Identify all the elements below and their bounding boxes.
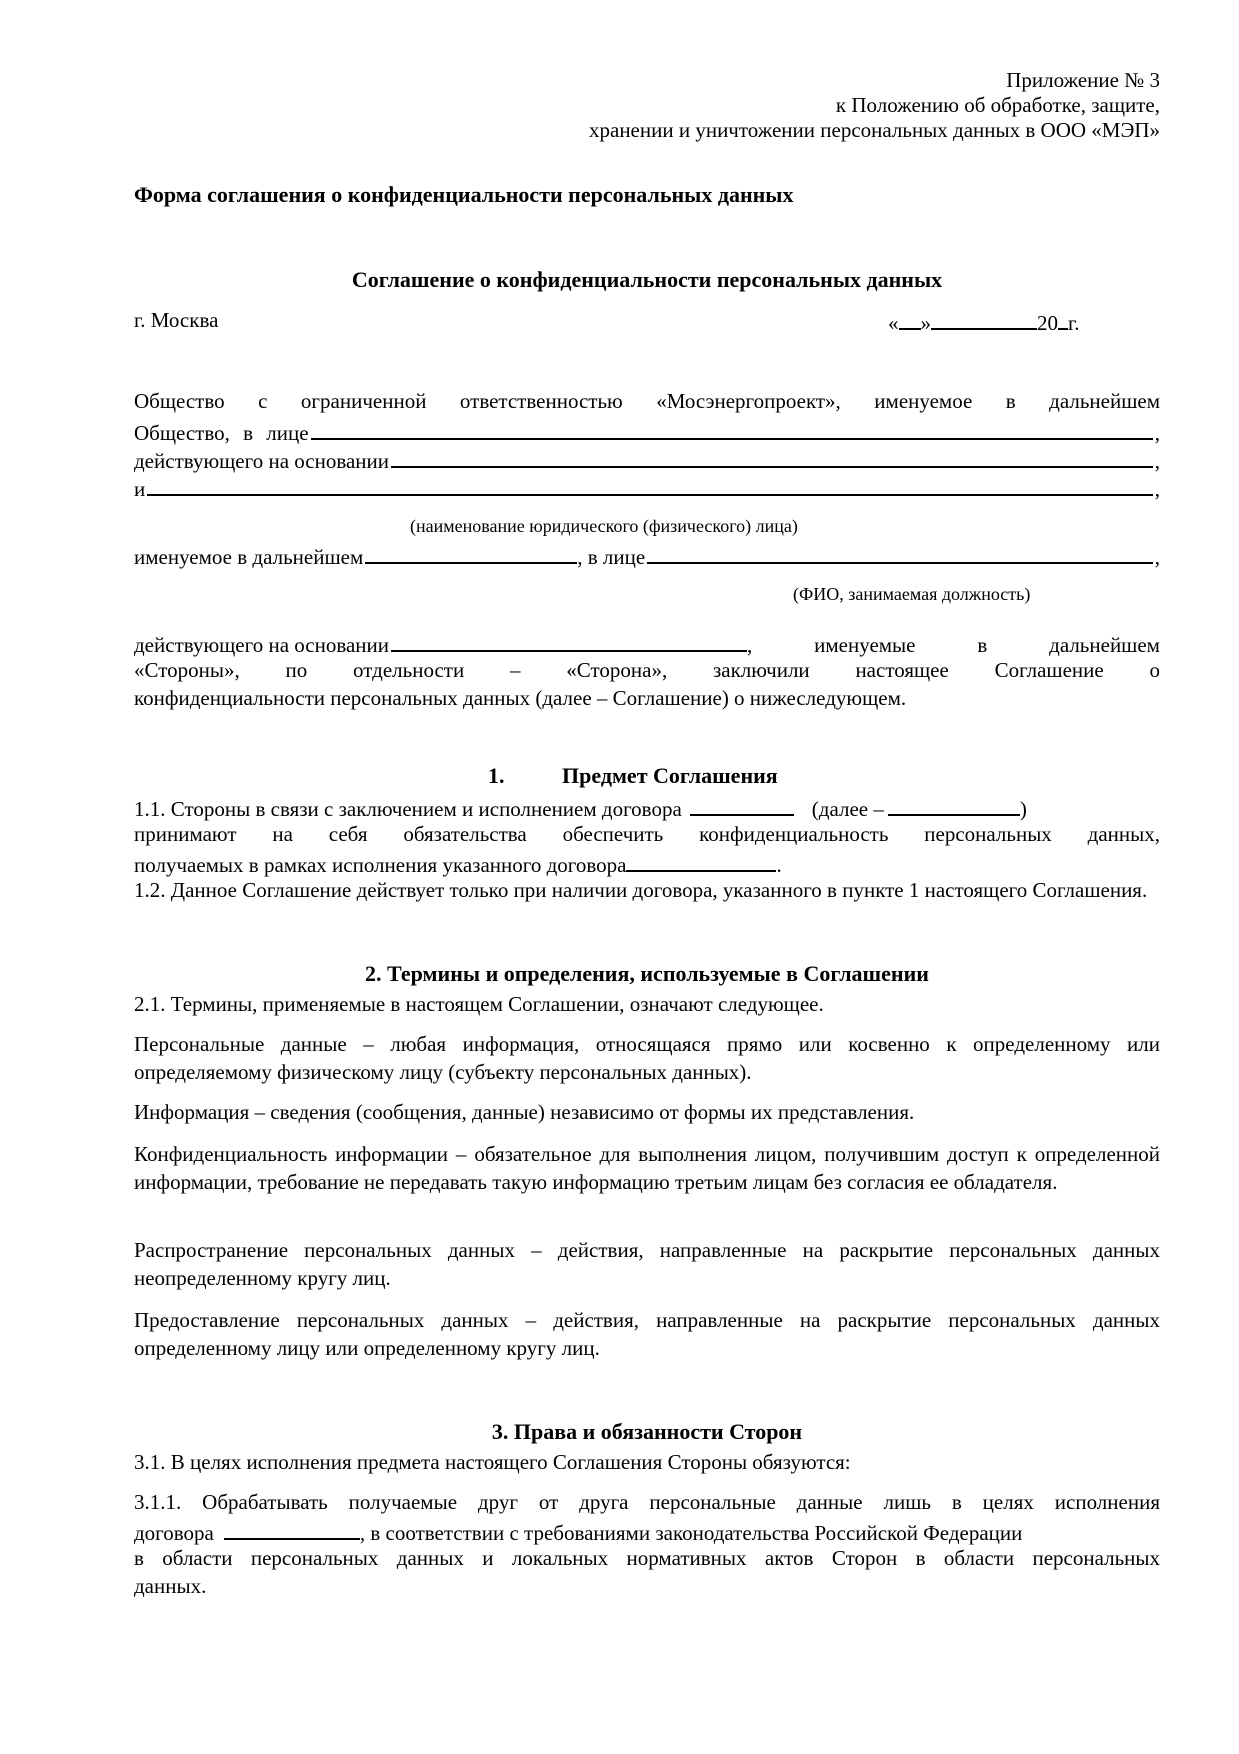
definition-provision: Предоставление персональных данных – действия, направленные на раскрытие персональных данных определенному лицу или определенному кругу лиц. bbox=[134, 1308, 1160, 1360]
sides-line-3: конфиденциальности персональных данных (далее – Соглашение) о нижеследующем. bbox=[134, 686, 907, 710]
definition-personal-data: Персональные данные – любая информация, относящаяся прямо или косвенно к определенному или определяемому физическому лицу (субъекту персональных данных). bbox=[134, 1032, 1160, 1084]
acting-basis-row-2: действующего на основании , именуемые в дальнейшем bbox=[134, 628, 1160, 659]
parties-intro: Общество с ограниченной ответственностью «Мосэнергопроект», именуемое в дальнейшем bbox=[134, 389, 1160, 413]
definition-confidentiality: Конфиденциальность информации – обязательное для выполнения лицом, получившим доступ к определенной информации, требование не передавать такую информацию третьим лицам без согласия ее обладателя. bbox=[134, 1142, 1160, 1194]
sides-line-2: «Стороны», по отдельности – «Сторона», заключили настоящее Соглашение о bbox=[134, 658, 1160, 682]
note-fio: (ФИО, занимаемая должность) bbox=[793, 584, 1031, 604]
appendix-line-3: хранении и уничтожении персональных данных в ООО «МЭП» bbox=[589, 118, 1160, 142]
contract-blank[interactable] bbox=[690, 792, 794, 816]
counterparty-alias-blank[interactable] bbox=[365, 540, 577, 564]
clause-3-1-1-rest: в области персональных данных и локальных нормативных актов Сторон в области персональных данных. bbox=[134, 1546, 1160, 1598]
city: г. Москва bbox=[134, 308, 219, 332]
counterparty-basis-blank[interactable] bbox=[391, 628, 747, 652]
definition-distribution: Распространение персональных данных – действия, направленные на раскрытие персональных данных неопределенному кругу лиц. bbox=[134, 1238, 1160, 1290]
form-title: Форма соглашения о конфиденциальности персональных данных bbox=[134, 182, 794, 207]
date-field: « » 20 г. bbox=[888, 306, 1080, 337]
note-entity: (наименование юридического (физического) лица) bbox=[410, 516, 798, 536]
section-1-title: Предмет Соглашения bbox=[562, 763, 778, 788]
clause-2-1: 2.1. Термины, применяемые в настоящем Соглашении, означают следующее. bbox=[134, 992, 824, 1016]
appendix-line-2: к Положению об обработке, защите, bbox=[835, 93, 1160, 117]
clause-1-1-row-3: получаемых в рамках исполнения указанного договора . bbox=[134, 848, 1160, 879]
appendix-line-1: Приложение № 3 bbox=[1006, 68, 1160, 92]
agreement-title: Соглашение о конфиденциальности персональных данных bbox=[351, 267, 943, 292]
clause-1-1-row-2: принимают на себя обязательства обеспечить конфиденциальность персональных данных, bbox=[134, 822, 1160, 846]
section-1-number: 1. bbox=[488, 763, 505, 788]
day-blank[interactable] bbox=[899, 306, 921, 330]
clause-3-1-1-row-2: договора , в соответствии с требованиями законодательства Российской Федерации bbox=[134, 1516, 1160, 1547]
month-blank[interactable] bbox=[931, 306, 1037, 330]
counterparty-row: и , bbox=[134, 472, 1160, 503]
appendix-header bbox=[134, 66, 1160, 144]
contract-blank-2[interactable] bbox=[626, 848, 776, 872]
clause-3-1-1-row-1: 3.1.1. Обрабатывать получаемые друг от друга персональные данные лишь в целях исполнения bbox=[134, 1490, 1160, 1514]
definition-information: Информация – сведения (сообщения, данные) независимо от формы их представления. bbox=[134, 1100, 915, 1124]
referred-row: именуемое в дальнейшем , в лице , bbox=[134, 540, 1160, 571]
section-3-heading: 3. Права и обязанности Сторон bbox=[491, 1419, 803, 1444]
city-date-row bbox=[134, 306, 1160, 334]
acting-basis-row: действующего на основании , bbox=[134, 444, 1160, 475]
basis-blank[interactable] bbox=[391, 444, 1153, 468]
contract-blank-3[interactable] bbox=[224, 1516, 360, 1540]
in-person-row: Общество, в лице , bbox=[134, 416, 1160, 447]
year-blank[interactable] bbox=[1058, 306, 1068, 330]
contract-alias-blank[interactable] bbox=[888, 792, 1020, 816]
representative-blank[interactable] bbox=[311, 416, 1153, 440]
clause-1-2: 1.2. Данное Соглашение действует только при наличии договора, указанного в пункте 1 настоящего Соглашения. bbox=[134, 878, 1148, 902]
counterparty-blank[interactable] bbox=[147, 472, 1153, 496]
counterparty-representative-blank[interactable] bbox=[647, 540, 1153, 564]
clause-1-1-row-1: 1.1. Стороны в связи с заключением и исполнением договора (далее – ) bbox=[134, 792, 1160, 823]
section-2-heading: 2. Термины и определения, используемые в Соглашении bbox=[365, 961, 929, 986]
clause-3-1: 3.1. В целях исполнения предмета настоящего Соглашения Стороны обязуются: bbox=[134, 1450, 851, 1474]
